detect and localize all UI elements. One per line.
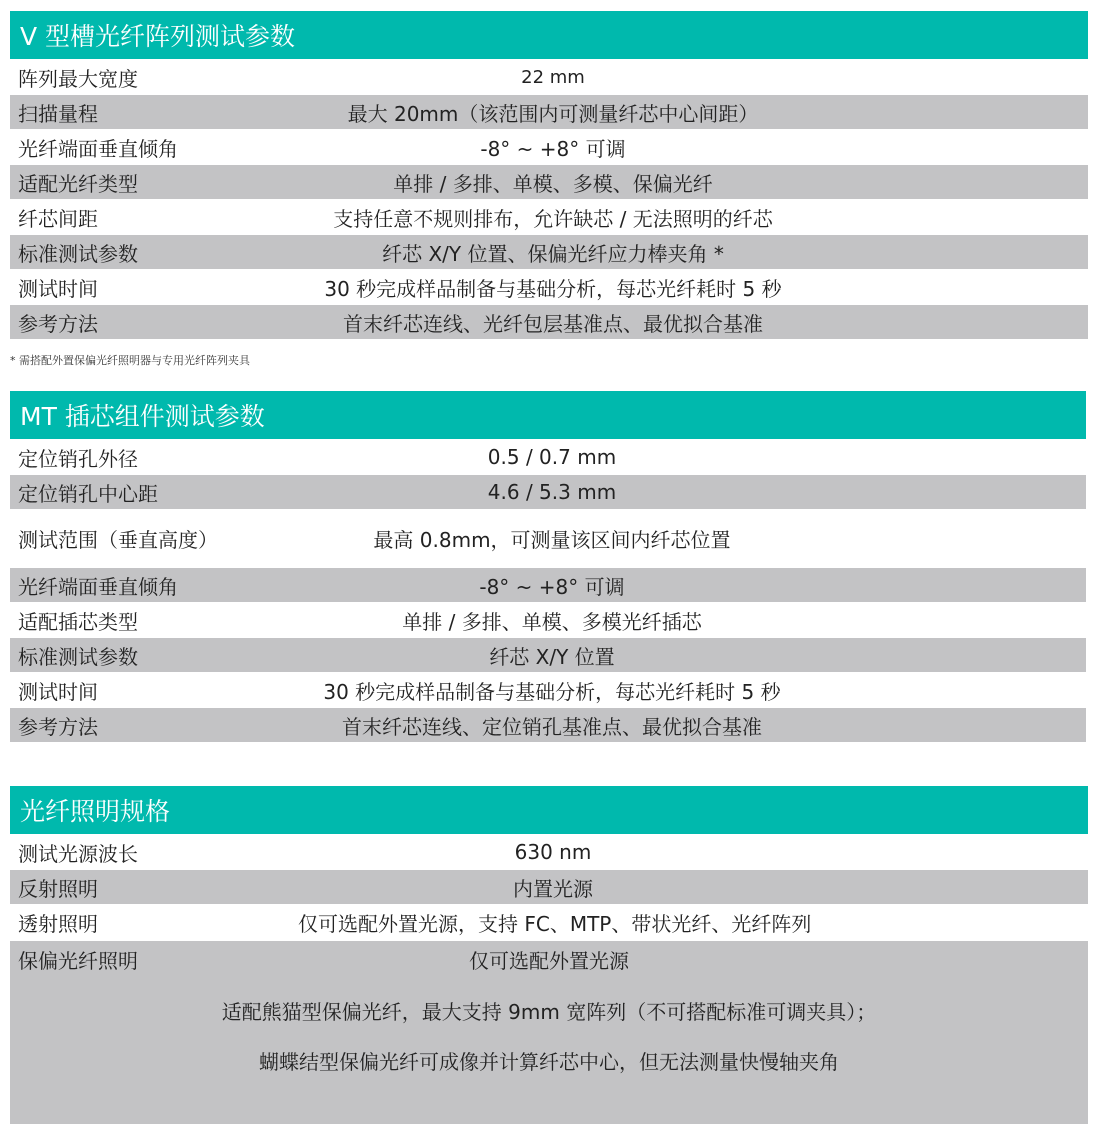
table-row [10, 200, 1088, 234]
row-label: 反射照明 [18, 876, 98, 901]
row-value: 仅可选配外置光源，支持 FC、MTP、带状光纤、光纤阵列 [298, 911, 812, 936]
row-value: 单排 / 多排、单模、多模、保偏光纤 [393, 171, 713, 196]
row-value: 最大 20mm（该范围内可测量纤芯中心间距） [347, 101, 759, 126]
row-value-line: 蝴蝶结型保偏光纤可成像并计算纤芯中心，但无法测量快慢轴夹角 [259, 1050, 839, 1074]
table-row [10, 708, 1086, 742]
section-title: MT 插芯组件测试参数 [10, 391, 1086, 439]
row-value: -8° ~ +8° 可调 [479, 574, 625, 599]
row-value: 纤芯 X/Y 位置、保偏光纤应力棒夹角 * [382, 241, 724, 266]
row-label: 测试范围（垂直高度） [18, 528, 218, 552]
row-label: 纤芯间距 [18, 206, 98, 231]
row-value: 30 秒完成样品制备与基础分析，每芯光纤耗时 5 秒 [323, 679, 781, 704]
row-label: 参考方法 [18, 714, 98, 739]
table-row [10, 305, 1088, 339]
row-value-line: 适配熊猫型保偏光纤，最大支持 9mm 宽阵列（不可搭配标准可调夹具）； [221, 1000, 877, 1024]
row-label: 测试时间 [18, 679, 98, 704]
row-label: 保偏光纤照明 [18, 949, 138, 973]
section-v-groove [10, 11, 1088, 339]
row-value-line: 仅可选配外置光源 [469, 949, 629, 973]
row-label: 透射照明 [18, 911, 98, 936]
table-row [10, 673, 1086, 707]
row-value: -8° ~ +8° 可调 [480, 136, 626, 161]
row-label: 扫描量程 [18, 101, 98, 126]
section-illumination [10, 786, 1088, 939]
row-value: 最高 0.8mm，可测量该区间内纤芯位置 [373, 528, 731, 552]
row-label: 标准测试参数 [18, 241, 138, 266]
row-value: 22 mm [521, 66, 585, 88]
row-label: 标准测试参数 [18, 644, 138, 669]
table-row [10, 510, 1086, 567]
row-value: 30 秒完成样品制备与基础分析，每芯光纤耗时 5 秒 [324, 276, 782, 301]
table-row [10, 270, 1088, 304]
row-value: 支持任意不规则排布，允许缺芯 / 无法照明的纤芯 [333, 206, 773, 231]
section-mt-ferrule [10, 391, 1086, 742]
row-value: 4.6 / 5.3 mm [487, 480, 617, 504]
table-row [10, 60, 1088, 94]
row-value: 单排 / 多排、单模、多模光纤插芯 [402, 609, 702, 634]
table-row [10, 870, 1088, 904]
row-label: 光纤端面垂直倾角 [18, 574, 178, 599]
footnote: * 需搭配外置保偏光纤照明器与专用光纤阵列夹具 [10, 354, 250, 367]
table-row [10, 835, 1088, 869]
section-title: 光纤照明规格 [10, 786, 1088, 834]
table-row [10, 475, 1086, 509]
row-label: 参考方法 [18, 311, 98, 336]
row-label: 适配光纤类型 [18, 171, 138, 196]
row-value: 首末纤芯连线、定位销孔基准点、最优拟合基准 [342, 714, 762, 739]
section-title: V 型槽光纤阵列测试参数 [10, 11, 1088, 59]
row-label: 定位销孔中心距 [18, 481, 158, 506]
table-row [10, 638, 1086, 672]
row-label: 阵列最大宽度 [18, 66, 138, 91]
row-label: 测试光源波长 [18, 841, 138, 866]
row-label: 光纤端面垂直倾角 [18, 136, 178, 161]
pm-fiber-illumination-row [10, 941, 1088, 1124]
row-label: 适配插芯类型 [18, 609, 138, 634]
table-row [10, 905, 1088, 939]
table-row [10, 568, 1086, 602]
table-row [10, 603, 1086, 637]
row-value: 0.5 / 0.7 mm [487, 445, 617, 469]
row-value: 纤芯 X/Y 位置 [489, 644, 615, 669]
row-label: 定位销孔外径 [18, 446, 138, 471]
row-value: 内置光源 [513, 876, 593, 901]
table-row [10, 95, 1088, 129]
table-row [10, 165, 1088, 199]
row-value: 首末纤芯连线、光纤包层基准点、最优拟合基准 [343, 311, 763, 336]
table-row [10, 440, 1086, 474]
row-value: 630 nm [514, 840, 592, 864]
row-label: 测试时间 [18, 276, 98, 301]
table-row [10, 235, 1088, 269]
table-row [10, 130, 1088, 164]
